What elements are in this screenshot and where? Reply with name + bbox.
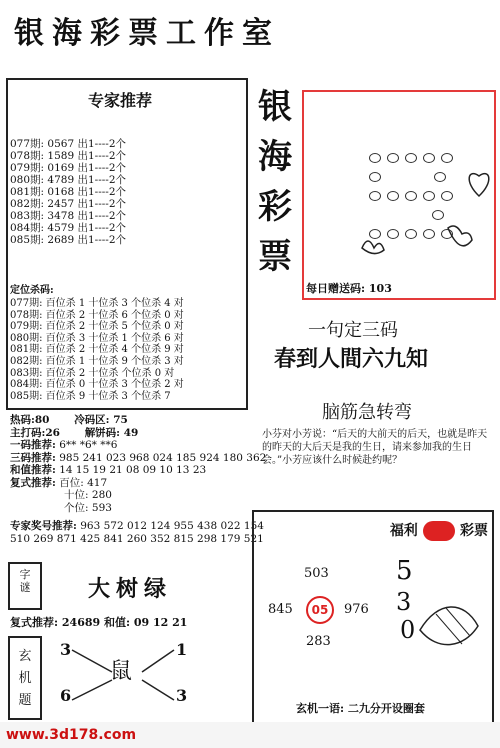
riddle-label: 字谜 [19,568,31,594]
list-item: 078期: 1589 出1----2个 [10,150,127,162]
brand-char: 票 [258,237,292,277]
diagram-line [72,680,112,700]
cold-label: 冷码区: 75 [74,414,128,426]
face-icon [405,153,417,163]
big-digit: 0 [400,616,416,644]
welfare-caption: 玄机一语: 二九分开设圈套 [296,702,425,715]
list-item: 085期: 2689 出1----2个 [10,234,127,246]
hot-label: 热码:80 [10,414,50,426]
decor-hands [352,222,492,262]
brand-char: 海 [258,137,292,177]
expert-panel [6,78,248,410]
list-item: 083期: 百位杀 2 十位杀 个位杀 0 对 [10,367,175,379]
footer-url[interactable]: www.3d178.com [6,727,137,743]
list-item: 079期: 百位杀 2 十位杀 5 个位杀 0 对 [10,321,184,333]
sum-label: 和值推荐: [10,464,56,476]
mystery-tl: 3 [60,640,72,659]
face-icon [432,210,444,220]
decor-heart [464,162,494,202]
expert-list [10,138,126,246]
welfare-box [252,510,494,726]
face-icon [387,153,399,163]
expert-pick-line2: 510 269 871 425 841 260 352 815 298 179 521 [10,532,264,545]
daily-code-box [302,90,496,300]
list-item: 084期: 百位杀 0 十位杀 3 个位杀 2 对 [10,379,184,391]
face-icon [441,153,453,163]
heart-icon [469,174,489,196]
face-icon [387,191,399,201]
diagram-line [72,650,112,672]
compound-label: 复式推荐: [10,476,56,489]
hundred-value: 417 [87,476,108,489]
page-title: 银海彩票工作室 [14,16,280,51]
ten-value: 280 [91,489,112,501]
face-icon [369,153,381,163]
diagram-line [142,650,174,672]
expert-pick-line1: 963 572 012 124 955 438 022 154 [80,520,264,532]
list-item: 078期: 百位杀 2 十位杀 6 个位杀 0 对 [10,309,184,321]
unit-value: 593 [91,501,112,514]
face-icon [369,172,381,182]
hand-icon [362,241,384,254]
ten-label: 十位: [64,489,89,501]
slogan-line2: 春到人間六九知 [274,347,429,372]
welfare-center-ball: 05 [306,596,334,624]
mystery-label: 玄机题 [18,649,32,708]
one-code-label: 一码推荐: [10,439,56,451]
list-item: 077期: 0567 出1----2个 [10,138,127,150]
hundred-label: 百位: [59,476,84,489]
recommend-panel [10,414,267,545]
mystery-br: 3 [176,686,188,705]
welfare-right-num: 976 [344,602,369,617]
mystery-tr: 1 [176,640,188,659]
face-icon [423,153,435,163]
list-item: 083期: 3478 出1----2个 [10,210,127,222]
welfare-brand-left: 福利 [389,523,418,539]
mystery-center: 鼠 [110,659,133,684]
list-item: 082期: 2457 出1----2个 [10,198,127,210]
brain-heading: 脑筋急转弯 [322,402,412,423]
list-item: 080期: 4789 出1----2个 [10,174,127,186]
kill-list [10,298,184,402]
list-item: 081期: 百位杀 2 十位杀 4 个位杀 9 对 [10,344,184,356]
brain-text: 小芬对小芳说：“后天的大前天的后天，也就是昨天的昨天的大后天是我的生日，请来参加我的生日会。”小芳应该什么时候赴约呢？ [262,429,488,466]
fish-icon [420,607,478,645]
expert-pick-label: 专家奖号推荐: [10,520,77,532]
brand-vertical [252,82,298,282]
group3-value: 985 241 023 968 024 185 924 180 362 [59,451,267,464]
fish-icon [416,596,486,660]
list-item: 080期: 百位杀 3 十位杀 1 个位杀 6 对 [10,332,184,344]
riddle-compound: 复式推荐: 24689 和值: 09 12 21 [10,616,188,629]
welfare-top-num: 503 [304,566,329,581]
brand-char: 彩 [258,187,292,227]
welfare-logo-icon [423,521,455,541]
welfare-bottom-num: 283 [306,634,331,649]
face-icon [405,191,417,201]
expert-heading: 专家推荐 [88,91,153,110]
group3-label: 三码推荐: [10,451,56,464]
kill-heading: 定位杀码: [10,285,54,296]
face-icon [434,172,446,182]
list-item: 085期: 百位杀 9 十位杀 3 个位杀 7 [10,390,171,402]
hand-icon [448,226,472,246]
list-item: 081期: 0168 出1----2个 [10,186,127,198]
main-label: 主打码:26 [10,426,60,439]
one-code-value: 6** *6* **6 [59,439,118,451]
fish-fin [436,614,462,644]
list-item: 084期: 4579 出1----2个 [10,222,127,234]
list-item: 077期: 百位杀 1 十位杀 3 个位杀 4 对 [10,298,184,309]
unit-label: 个位: [64,501,89,514]
riddle-box [8,562,42,610]
welfare-left-num: 845 [268,602,293,617]
welfare-brand-right: 彩票 [460,523,488,539]
brand-char: 银 [258,87,292,127]
welfare-brand [390,520,488,541]
sum-value: 14 15 19 21 08 09 10 13 23 [59,464,207,476]
mystery-box [8,636,42,720]
list-item: 079期: 0169 出1----2个 [10,162,127,174]
daily-code-label: 每日赠送码: 103 [306,282,392,295]
slogan-line1: 一句定三码 [308,320,398,341]
diagram-line [142,680,174,700]
ghost-label: 解饼码: 49 [84,426,139,439]
face-icon [441,191,453,201]
footer-bar [0,722,500,748]
big-digit: 5 [396,556,413,586]
face-icon [423,191,435,201]
face-icon [369,191,381,201]
riddle-answer: 大树绿 [88,576,173,602]
big-digit: 3 [396,588,412,616]
mystery-bl: 6 [60,686,72,705]
list-item: 082期: 百位杀 1 十位杀 9 个位杀 3 对 [10,355,184,367]
